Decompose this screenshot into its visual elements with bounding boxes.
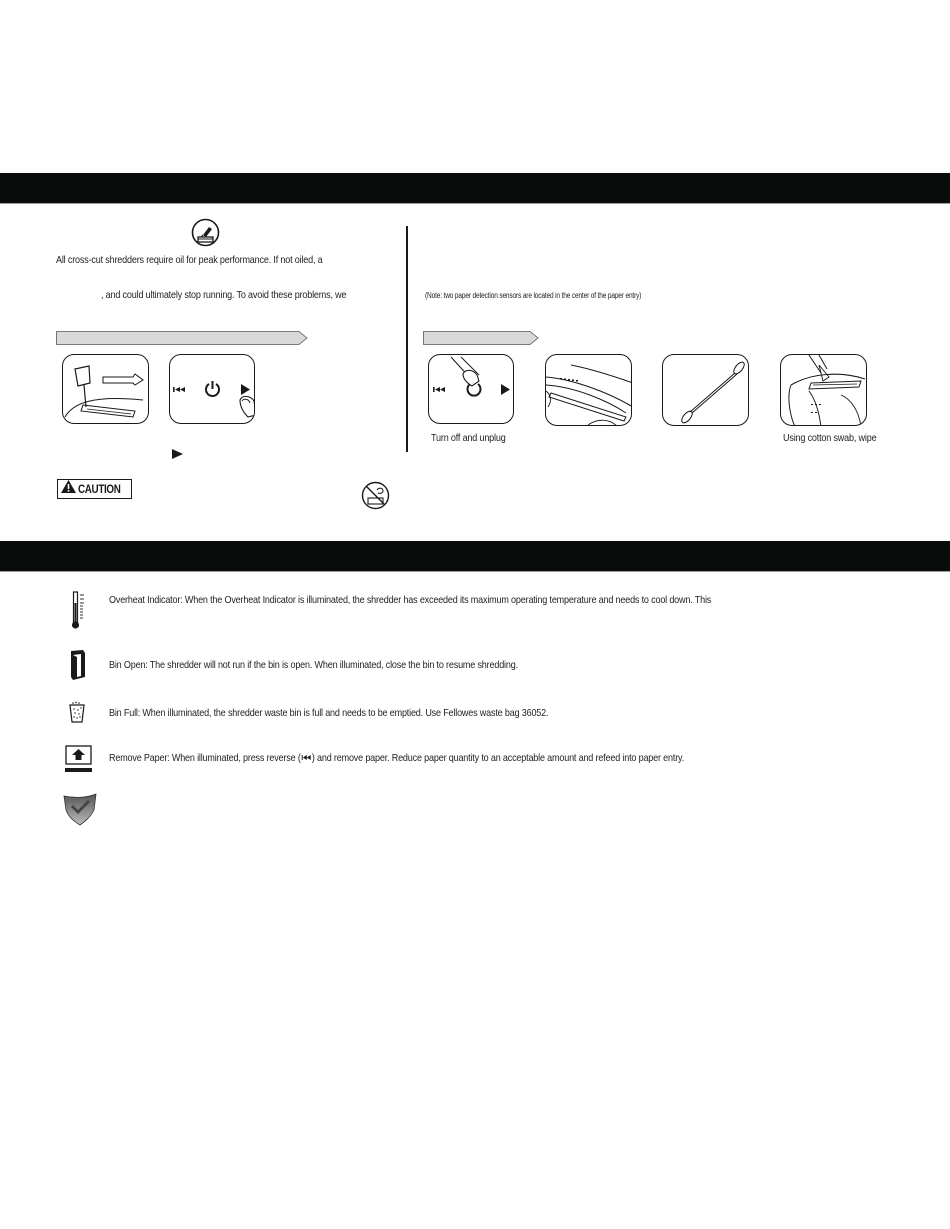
oil-applying-illustration [62,354,149,424]
oil-bottle-icon [191,218,220,247]
section-header-band-indicators [0,541,950,572]
step-caption-turn-off: Turn off and unplug [431,432,506,444]
bin-full-icon [68,701,86,723]
wipe-sensor-illustration [780,354,867,426]
oil-paragraph-line-2: , and could ultimately stop running. To avoid these problems, we [101,289,347,301]
indicator-text-overheat: Overheat Indicator: When the Overheat Indicator is illuminated, the shredder has exceeded its maximum operating temperature and needs to cool down. This [109,594,712,606]
power-off-illustration [428,354,514,424]
caution-text: CAUTION [78,482,121,496]
section-header-band-maintenance [0,173,950,204]
control-panel-forward-press-illustration [169,354,255,424]
sensor-note: (Note: two paper detection sensors are located in the center of the paper entry) [425,291,642,300]
warning-triangle-icon [61,480,76,498]
remove-paper-text-after: ) and remove paper. Reduce paper quantity to an acceptable amount and refeed into paper entry. [311,752,685,764]
indicator-text-remove-paper [109,752,684,764]
reverse-glyph-icon [302,752,311,764]
column-divider [406,226,408,452]
safeguard-shield-icon [62,792,98,826]
bin-open-icon [67,649,87,682]
cotton-swab-illustration [662,354,749,426]
steps-arrow-bar-oil [56,331,308,345]
step-caption-wipe: Using cotton swab, wipe [783,432,877,444]
indicator-text-bin-full: Bin Full: When illuminated, the shredder waste bin is full and needs to be emptied. Use Fellowes waste bag 36052. [109,707,549,719]
steps-arrow-bar-sensor [423,331,539,345]
thermometer-icon [70,591,86,631]
remove-paper-text-before: Remove Paper: When illuminated, press reverse ( [109,752,301,764]
forward-symbol [172,447,184,465]
no-aerosol-icon [361,481,390,510]
caution-label-box [57,479,132,499]
indicator-text-bin-open: Bin Open: The shredder will not run if the bin is open. When illuminated, close the bin to resume shredding. [109,659,518,671]
oil-paragraph-line-1: All cross-cut shredders require oil for peak performance. If not oiled, a [56,254,323,266]
remove-paper-icon [64,744,93,773]
paper-entry-illustration [545,354,632,426]
